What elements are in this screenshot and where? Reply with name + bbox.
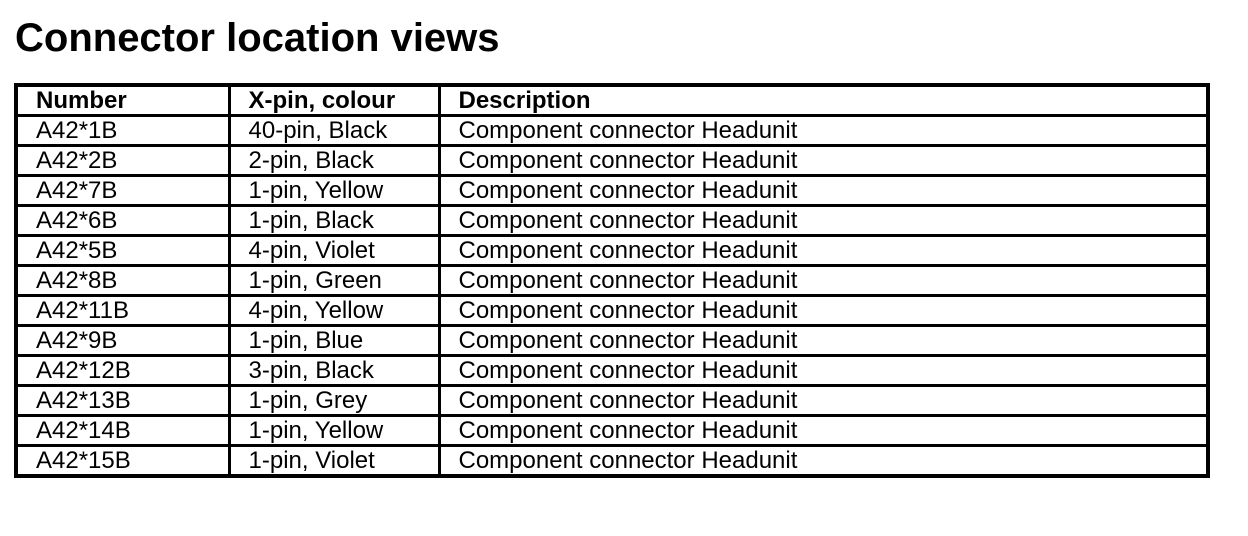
cell-description: Component connector Headunit — [439, 296, 1208, 326]
cell-number: A42*2B — [16, 146, 229, 176]
cell-pin-colour: 1-pin, Yellow — [229, 176, 439, 206]
cell-pin-colour: 2-pin, Black — [229, 146, 439, 176]
cell-description: Component connector Headunit — [439, 146, 1208, 176]
cell-description: Component connector Headunit — [439, 116, 1208, 146]
cell-description: Component connector Headunit — [439, 176, 1208, 206]
table-row — [16, 326, 1208, 356]
table-row — [16, 206, 1208, 236]
cell-pin-colour: 3-pin, Black — [229, 356, 439, 386]
cell-number: A42*12B — [16, 356, 229, 386]
cell-description: Component connector Headunit — [439, 206, 1208, 236]
cell-description: Component connector Headunit — [439, 416, 1208, 446]
table-body — [16, 116, 1208, 477]
cell-number: A42*13B — [16, 386, 229, 416]
cell-number: A42*5B — [16, 236, 229, 266]
cell-number: A42*9B — [16, 326, 229, 356]
cell-pin-colour: 1-pin, Green — [229, 266, 439, 296]
cell-description: Component connector Headunit — [439, 356, 1208, 386]
cell-number: A42*14B — [16, 416, 229, 446]
cell-pin-colour: 1-pin, Grey — [229, 386, 439, 416]
header-number: Number — [16, 85, 229, 116]
cell-number: A42*7B — [16, 176, 229, 206]
header-pin-colour: X-pin, colour — [229, 85, 439, 116]
table-row — [16, 356, 1208, 386]
cell-pin-colour: 1-pin, Blue — [229, 326, 439, 356]
cell-pin-colour: 4-pin, Yellow — [229, 296, 439, 326]
cell-number: A42*8B — [16, 266, 229, 296]
cell-description: Component connector Headunit — [439, 236, 1208, 266]
cell-pin-colour: 40-pin, Black — [229, 116, 439, 146]
cell-description: Component connector Headunit — [439, 386, 1208, 416]
cell-number: A42*6B — [16, 206, 229, 236]
connector-table — [14, 83, 1210, 478]
cell-pin-colour: 1-pin, Black — [229, 206, 439, 236]
table-row — [16, 266, 1208, 296]
table-row — [16, 116, 1208, 146]
table-row — [16, 386, 1208, 416]
table-header-row — [16, 85, 1208, 116]
cell-description: Component connector Headunit — [439, 266, 1208, 296]
table-row — [16, 446, 1208, 477]
table-row — [16, 176, 1208, 206]
table-row — [16, 296, 1208, 326]
cell-description: Component connector Headunit — [439, 326, 1208, 356]
cell-description: Component connector Headunit — [439, 446, 1208, 477]
cell-pin-colour: 4-pin, Violet — [229, 236, 439, 266]
cell-pin-colour: 1-pin, Yellow — [229, 416, 439, 446]
header-description: Description — [439, 85, 1208, 116]
cell-number: A42*15B — [16, 446, 229, 477]
table-row — [16, 146, 1208, 176]
table-row — [16, 416, 1208, 446]
table-row — [16, 236, 1208, 266]
page-title: Connector location views — [15, 16, 500, 60]
cell-pin-colour: 1-pin, Violet — [229, 446, 439, 477]
cell-number: A42*11B — [16, 296, 229, 326]
cell-number: A42*1B — [16, 116, 229, 146]
